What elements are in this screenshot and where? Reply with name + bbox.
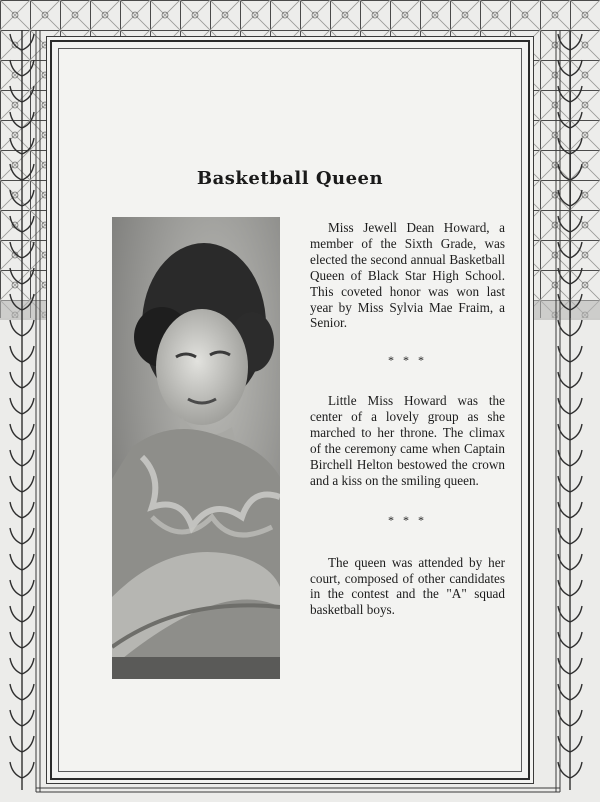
paragraph-3: The queen was attended by her court, composed of other candidates in the contest and the "A" squad basketball boys.	[310, 554, 505, 618]
section-separator-1: * * *	[388, 353, 427, 368]
portrait-illustration	[112, 217, 280, 679]
article-text-column	[310, 220, 505, 618]
paragraph-2: Little Miss Howard was the center of a lovely group as she marched to her throne. The climax of the ceremony came when Captain Birchell Helton bestowed the crown and a kiss on the smiling queen.	[310, 393, 505, 488]
content-panel	[50, 40, 530, 780]
portrait-photo	[112, 217, 280, 679]
paragraph-1: Miss Jewell Dean Howard, a member of the Sixth Grade, was elected the second annual Basketball Queen of Black Star High School. This coveted honor was won last year by Miss Sylvia Mae Fraim, a Senior.	[310, 220, 505, 331]
section-separator-2: * * *	[388, 512, 427, 527]
page-title: Basketball Queen	[196, 168, 384, 189]
